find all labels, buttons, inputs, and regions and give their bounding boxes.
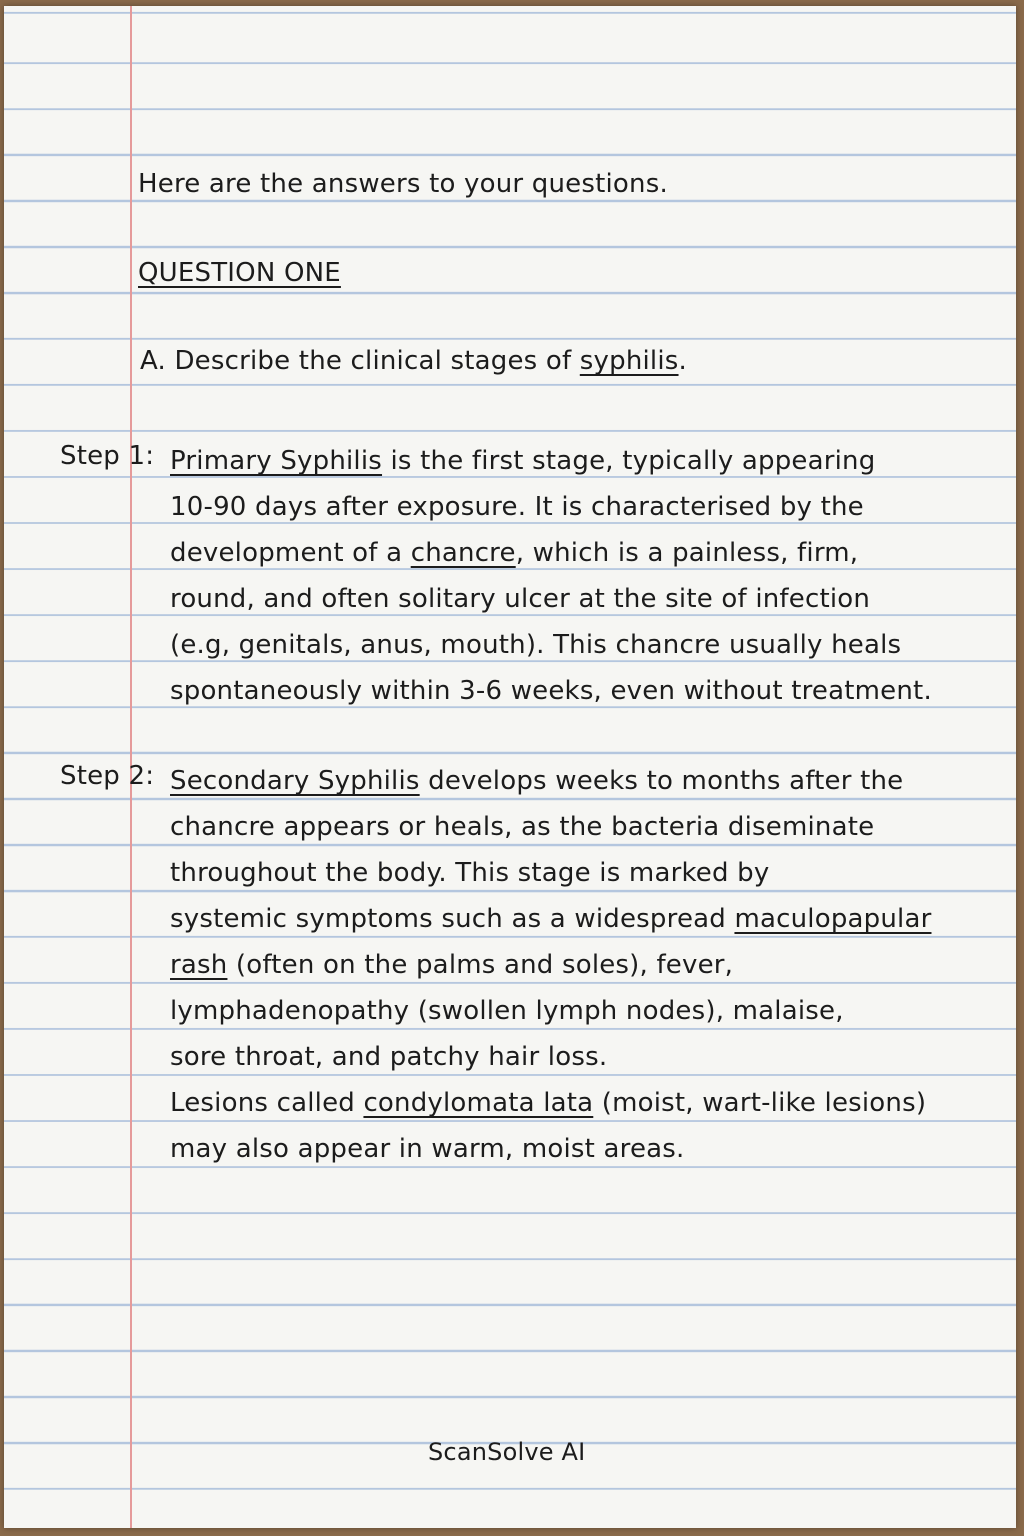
step-1-line	[170, 668, 970, 714]
step-1-line	[170, 484, 970, 530]
step-1-line	[170, 576, 970, 622]
step-2-line	[170, 942, 970, 988]
step-2-line	[170, 850, 970, 896]
step-1-line	[170, 622, 970, 668]
step-1-label: Step 1:	[60, 441, 155, 471]
text-segment: round, and often solitary ulcer at the site of infection	[170, 584, 871, 614]
underlined-term: rash	[170, 950, 228, 980]
step-2-line	[170, 758, 970, 804]
question-term: syphilis	[579, 346, 679, 376]
underlined-term: Secondary Syphilis	[170, 766, 420, 796]
footer-watermark: ScanSolve AI	[428, 1438, 586, 1466]
text-segment: lymphadenopathy (swollen lymph nodes), malaise,	[170, 996, 844, 1026]
intro-text: Here are the answers to your questions.	[138, 169, 668, 199]
question-text-prefix: A. Describe the clinical stages of	[140, 346, 580, 376]
text-segment: (often on the palms and soles), fever,	[227, 950, 734, 980]
text-segment: (e.g, genitals, anus, mouth). This chancre usually heals	[170, 630, 902, 660]
underlined-term: maculopapular	[734, 904, 932, 934]
underlined-term: chancre	[410, 538, 516, 568]
text-segment: development of a	[170, 538, 411, 568]
text-segment: spontaneously within 3-6 weeks, even without treatment.	[170, 676, 932, 706]
step-2-body	[170, 758, 970, 1172]
step-2-line	[170, 804, 970, 850]
text-segment: develops weeks to months after the	[419, 766, 904, 796]
text-segment: Lesions called	[170, 1088, 364, 1118]
text-segment: is the first stage, typically appearing	[382, 446, 876, 476]
text-segment: (moist, wart-like lesions)	[593, 1088, 927, 1118]
step-2-label: Step 2:	[60, 761, 155, 791]
question-heading: QUESTION ONE	[138, 258, 341, 288]
step-2-line	[170, 1080, 970, 1126]
step-2-line	[170, 1126, 970, 1172]
underlined-term: Primary Syphilis	[170, 446, 383, 476]
text-segment: 10-90 days after exposure. It is characterised by the	[170, 492, 864, 522]
text-segment: chancre appears or heals, as the bacteria diseminate	[170, 812, 875, 842]
step-2-line	[170, 1034, 970, 1080]
step-1-line	[170, 438, 970, 484]
text-segment: , which is a painless, firm,	[515, 538, 859, 568]
question-text-suffix: .	[678, 346, 687, 376]
step-2-line	[170, 896, 970, 942]
text-segment: throughout the body. This stage is marked by	[170, 858, 770, 888]
step-1-body	[170, 438, 970, 714]
step-1-line	[170, 530, 970, 576]
text-segment: systemic symptoms such as a widespread	[170, 904, 735, 934]
text-segment: may also appear in warm, moist areas.	[170, 1134, 685, 1164]
question-text	[140, 346, 687, 376]
underlined-term: condylomata lata	[363, 1088, 594, 1118]
step-2-line	[170, 988, 970, 1034]
text-segment: sore throat, and patchy hair loss.	[170, 1042, 608, 1072]
notebook-page	[4, 6, 1016, 1528]
